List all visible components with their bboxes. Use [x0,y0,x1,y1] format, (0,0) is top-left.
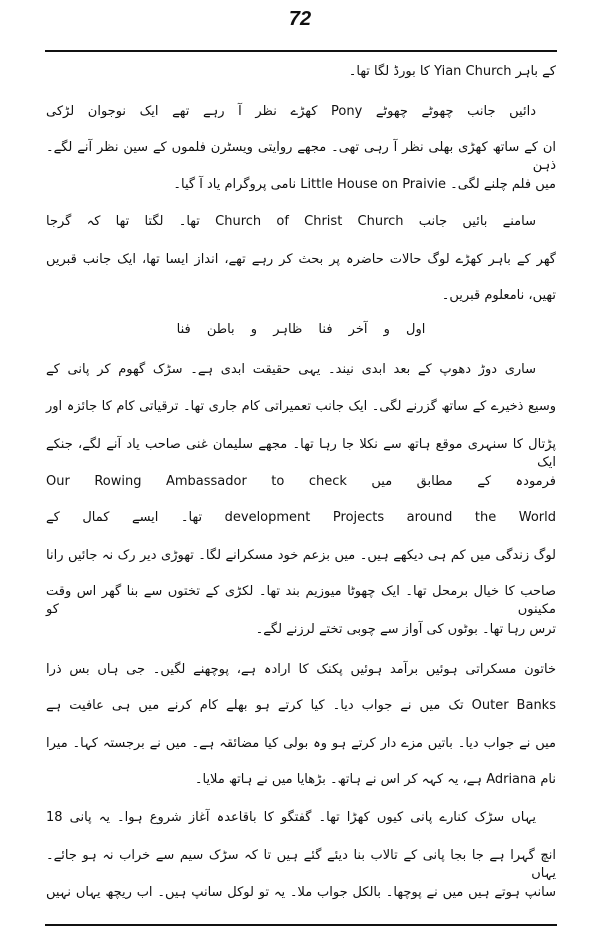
text-line: خاتون مسکراتی ہوئیں برآمد ہوئیں پکنک کا ارادہ ہے، پوچھنے لگیں۔ جی ہاں بس ذرا [46,662,556,677]
text-line: سامنے بائیں جانب Church of Christ Church تھا۔ لگتا تھا کہ گرجا [46,214,536,229]
text-line: Outer Banks تک میں نے جواب دیا۔ کیا کرتے ہو بھلے کام کرنے میں ہی عافیت ہے [46,698,556,713]
text-line: گھر کے باہر کھڑے لوگ حالات حاضرہ پر بحث کر رہے تھے، انداز ایسا تھا، ایک جانب قبریں [46,252,556,267]
text-line: پڑتال کا سنہری موقع ہاتھ سے نکلا جا رہا تھا۔ مجھے سلیمان غنی صاحب یاد آنے لگے، جنکے ایک [46,437,556,470]
text-line: صاحب کا خیال برمحل تھا۔ ایک چھوٹا میوزیم بند تھا۔ لکڑی کے تختوں سے بنا گھر اس وقت مکینوں کو [46,584,556,617]
text-line: کے باہر Yian Church کا بورڈ لگا تھا۔ [348,64,556,79]
header-rule [45,50,557,52]
text-line: دائیں جانب چھوٹے چھوٹے Pony کھڑے نظر آ رہے تھے ایک نوجوان لڑکی [46,104,536,119]
page-number: 72 [288,8,312,30]
text-line: سانپ ہوتے ہیں میں نے پوچھا۔ بالکل جواب ملا۔ یہ تو لوکل سانپ ہیں۔ اب ریچھ یہاں نہیں [46,885,556,900]
text-line: development Projects around the World تھا۔ ایسے کمال کے [46,510,556,525]
text-line: میں فلم چلنے لگی۔ Little House on Praivie نامی پروگرام یاد آ گیا۔ [173,177,556,192]
text-line: نام Adriana ہے، یہ کہہ کر اس نے ہاتھ۔ بڑھایا میں نے ہاتھ ملایا۔ [194,772,556,787]
text-line: انچ گہرا ہے جا بجا پانی کے تالاب بنا دیئے گئے ہیں تا کہ سڑک سیم سے خراب نہ ہو جائے۔ یہاں [46,848,556,881]
text-line: فرمودہ کے مطابق میں Our Rowing Ambassador to check [46,474,557,489]
verse-heading: اول و آخر فنا ظاہر و باطن فنا [176,322,426,337]
text-line: وسیع ذخیرے کے ساتھ گزرنے لگی۔ ایک جانب تعمیراتی کام جاری تھا۔ ترقیاتی کام کا جائزہ اور [46,399,556,414]
text-line: میں نے جواب دیا۔ باتیں مزے دار کرتے ہو وہ بولی کیا مضائقہ ہے۔ میں نے برجستہ کہا۔ میرا [46,736,556,751]
text-line: یہاں سڑک کنارے پانی کیوں کھڑا تھا۔ گفتگو کا باقاعدہ آغاز شروع ہوا۔ یہ پانی 18 [46,810,536,825]
text-line: ان کے ساتھ کھڑی بھلی نظر آ رہی تھی۔ مجھے روایتی ویسٹرن فلموں کے سین نظر آنے لگے۔ ذہن [46,140,556,173]
footer-rule [45,924,557,926]
text-line: ساری دوڑ دھوپ کے بعد ابدی نیند۔ یہی حقیقت ابدی ہے۔ سڑک گھوم کر پانی کے [46,362,536,377]
text-line: لوگ زندگی میں کم ہی دیکھے ہیں۔ میں بزعم خود مسکرانے لگا۔ تھوڑی دیر رک نہ جائیں رانا [46,548,556,563]
text-line: ترس رہا تھا۔ بوٹوں کی آواز سے چوبی تختے لرزنے لگے۔ [255,622,556,637]
text-line: تھیں، نامعلوم قبریں۔ [441,288,556,303]
